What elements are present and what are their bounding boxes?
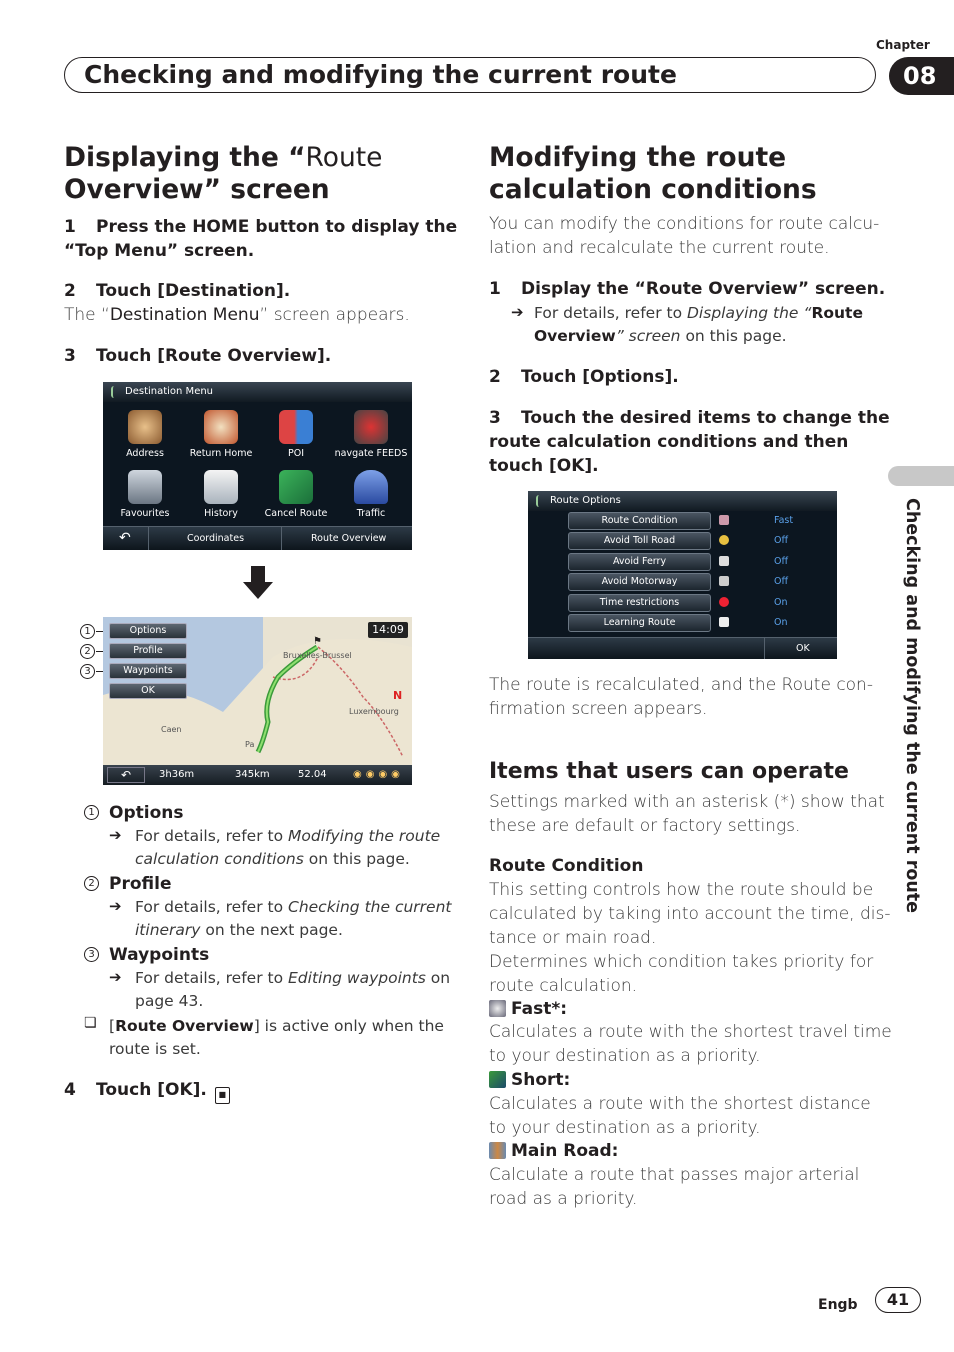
history-icon [204, 470, 238, 504]
callout-3-number: 3 [84, 947, 99, 962]
option-row-avoid-motorway[interactable]: Avoid Motorway Off [568, 573, 830, 591]
reference-arrow-icon: ➔ [109, 826, 122, 844]
side-tab-text: Checking and modifying the current route [902, 498, 922, 914]
coordinates-button[interactable]: Coordinates [187, 533, 245, 544]
reference-arrow-icon: ➔ [109, 897, 122, 915]
modify-step-2: 2 Touch [Options]. [489, 367, 679, 387]
side-tab-marker [888, 466, 954, 486]
toll-road-icon [719, 535, 729, 545]
callout-2-marker: 2 [80, 644, 95, 659]
destination-flag-icon: ⚑ [313, 636, 322, 647]
destination-menu-screenshot [103, 382, 412, 550]
waypoints-button[interactable]: Waypoints [109, 663, 187, 679]
callout-1-reference: For details, refer to Modifying the route calculation conditions on this page. [135, 827, 441, 868]
route-overview-button[interactable]: Route Overview [311, 533, 387, 544]
remaining-distance: 345km [235, 769, 270, 780]
fast-option-label: Fast*: [489, 997, 567, 1021]
callout-2-label: Profile [109, 874, 172, 894]
main-road-option-description: Calculate a route that passes major arterial road as a priority. [489, 1165, 860, 1209]
end-mark-icon: ■ [215, 1087, 230, 1104]
favourites-icon [128, 470, 162, 504]
address-icon [128, 410, 162, 444]
callout-3-reference: For details, refer to Editing waypoints on page 43. [135, 969, 451, 1010]
fast-icon [489, 1000, 506, 1017]
route-condition-icon [719, 515, 729, 525]
note-box-icon: ❏ [84, 1015, 97, 1031]
profile-button[interactable]: Profile [109, 643, 187, 659]
traffic-icon [354, 470, 388, 504]
fast-option-description: Calculates a route with the shortest travel time to your destination as a priority. [489, 1022, 892, 1066]
items-intro: Settings marked with an asterisk (*) show that these are default or factory settings. [489, 792, 885, 836]
section-heading-modify-route: Modifying the route calculation conditions [489, 142, 817, 205]
modify-intro: You can modify the conditions for route calcu- lation and recalculate the current route. [489, 214, 880, 258]
map-label-bruxelles: Bruxelles-Brussel [283, 651, 352, 660]
step-2-body: The “Destination Menu” screen appears. [64, 305, 410, 325]
route-options-ok-button[interactable]: OK [796, 643, 810, 654]
clock: 14:09 [368, 622, 408, 638]
tile-navgate-feeds[interactable]: navgate FEEDS [334, 410, 408, 459]
back-icon[interactable]: ↶ [119, 530, 131, 546]
chapter-label: Chapter [876, 38, 930, 52]
destination-menu-title: Destination Menu [103, 382, 412, 402]
poi-icon [279, 410, 313, 444]
route-options-title: Route Options [528, 491, 837, 511]
option-row-avoid-toll-road[interactable]: Avoid Toll Road Off [568, 532, 830, 550]
page-title: Checking and modifying the current route [84, 60, 677, 89]
route-options-screenshot [528, 491, 837, 659]
options-button[interactable]: Options [109, 623, 187, 639]
callout-1-label: Options [109, 803, 184, 823]
chapter-number: 08 [889, 57, 954, 95]
route-options-bottom-bar [528, 637, 837, 659]
main-road-option-label: Main Road: [489, 1139, 618, 1163]
callout-3-marker: 3 [80, 664, 95, 679]
remaining-time: 3h36m [159, 769, 195, 780]
option-row-learning-route[interactable]: Learning Route On [568, 614, 830, 632]
navgate-feeds-icon [354, 410, 388, 444]
option-row-time-restrictions[interactable]: Time restrictions On [568, 594, 830, 612]
step-3: 3 Touch [Route Overview]. [64, 346, 332, 366]
step-1: 1 Press the HOME button to display the “Top Menu” screen. [64, 217, 458, 261]
status-icons: ◉◉◉◉ [353, 769, 404, 780]
ferry-icon [719, 556, 729, 566]
recalculated-text: The route is recalculated, and the Route con- firmation screen appears. [489, 675, 873, 719]
option-row-avoid-ferry[interactable]: Avoid Ferry Off [568, 553, 830, 571]
step-2: 2 Touch [Destination]. [64, 281, 291, 301]
motorway-icon [719, 576, 729, 586]
tile-poi[interactable]: POI [259, 410, 333, 459]
tile-return-home[interactable]: Return Home [184, 410, 258, 459]
arrival-time: 52.04 [298, 769, 327, 780]
ok-button[interactable]: OK [109, 683, 187, 699]
map-label-caen: Caen [161, 725, 182, 734]
north-icon: N [393, 689, 403, 702]
app-logo-icon [536, 495, 544, 507]
tile-cancel-route[interactable]: Cancel Route [259, 470, 333, 519]
reference-arrow-icon: ➔ [109, 968, 122, 986]
route-condition-description: This setting controls how the route should be calculated by taking into account the time, dis- tance or main road. Determines which condition takes priority for route calculation. [489, 880, 891, 996]
time-restrictions-icon [719, 597, 729, 607]
learning-route-icon [719, 617, 729, 627]
callout-2-number: 2 [84, 876, 99, 891]
home-icon [204, 410, 238, 444]
main-road-icon [489, 1142, 506, 1159]
cancel-route-icon [279, 470, 313, 504]
tile-favourites[interactable]: Favourites [108, 470, 182, 519]
note-text: [Route Overview] is active only when the route is set. [109, 1017, 444, 1058]
down-arrow-icon [243, 566, 273, 599]
modify-step-1-reference: For details, refer to Displaying the “Route Overview” screen on this page. [534, 304, 863, 345]
callout-3-label: Waypoints [109, 945, 210, 965]
reference-arrow-icon: ➔ [511, 303, 524, 321]
back-icon[interactable]: ↶ [107, 767, 145, 783]
page-number: 41 [875, 1287, 921, 1313]
subheading-items: Items that users can operate [489, 759, 849, 784]
callout-1-marker: 1 [80, 624, 95, 639]
step-4: 4 Touch [OK]. ■ [64, 1078, 230, 1104]
short-option-description: Calculates a route with the shortest distance to your destination as a priority. [489, 1094, 871, 1138]
map-status-bar [103, 765, 412, 785]
tile-traffic[interactable]: Traffic [334, 470, 408, 519]
short-option-label: Short: [489, 1068, 570, 1092]
callout-1-number: 1 [84, 805, 99, 820]
modify-step-1: 1 Display the “Route Overview” screen. [489, 279, 886, 299]
option-row-route-condition[interactable]: Route Condition Fast [568, 512, 830, 530]
map-label-luxembourg: Luxembourg [349, 707, 399, 716]
short-icon [489, 1071, 506, 1088]
route-overview-map-screenshot [103, 617, 412, 785]
language-code: Engb [818, 1297, 858, 1313]
app-logo-icon [111, 386, 119, 398]
tile-address[interactable]: Address [108, 410, 182, 459]
route-condition-title: Route Condition [489, 856, 644, 876]
section-heading-route-overview: Displaying the “Route Overview” screen [64, 142, 383, 205]
map-label-paris: Pa [245, 740, 255, 749]
modify-step-3: 3 Touch the desired items to change the route calculation conditions and then touch [OK]. [489, 408, 890, 476]
callout-2-reference: For details, refer to Checking the current itinerary on the next page. [135, 898, 452, 939]
destination-menu-bottom-bar [103, 526, 412, 550]
tile-history[interactable]: History [184, 470, 258, 519]
